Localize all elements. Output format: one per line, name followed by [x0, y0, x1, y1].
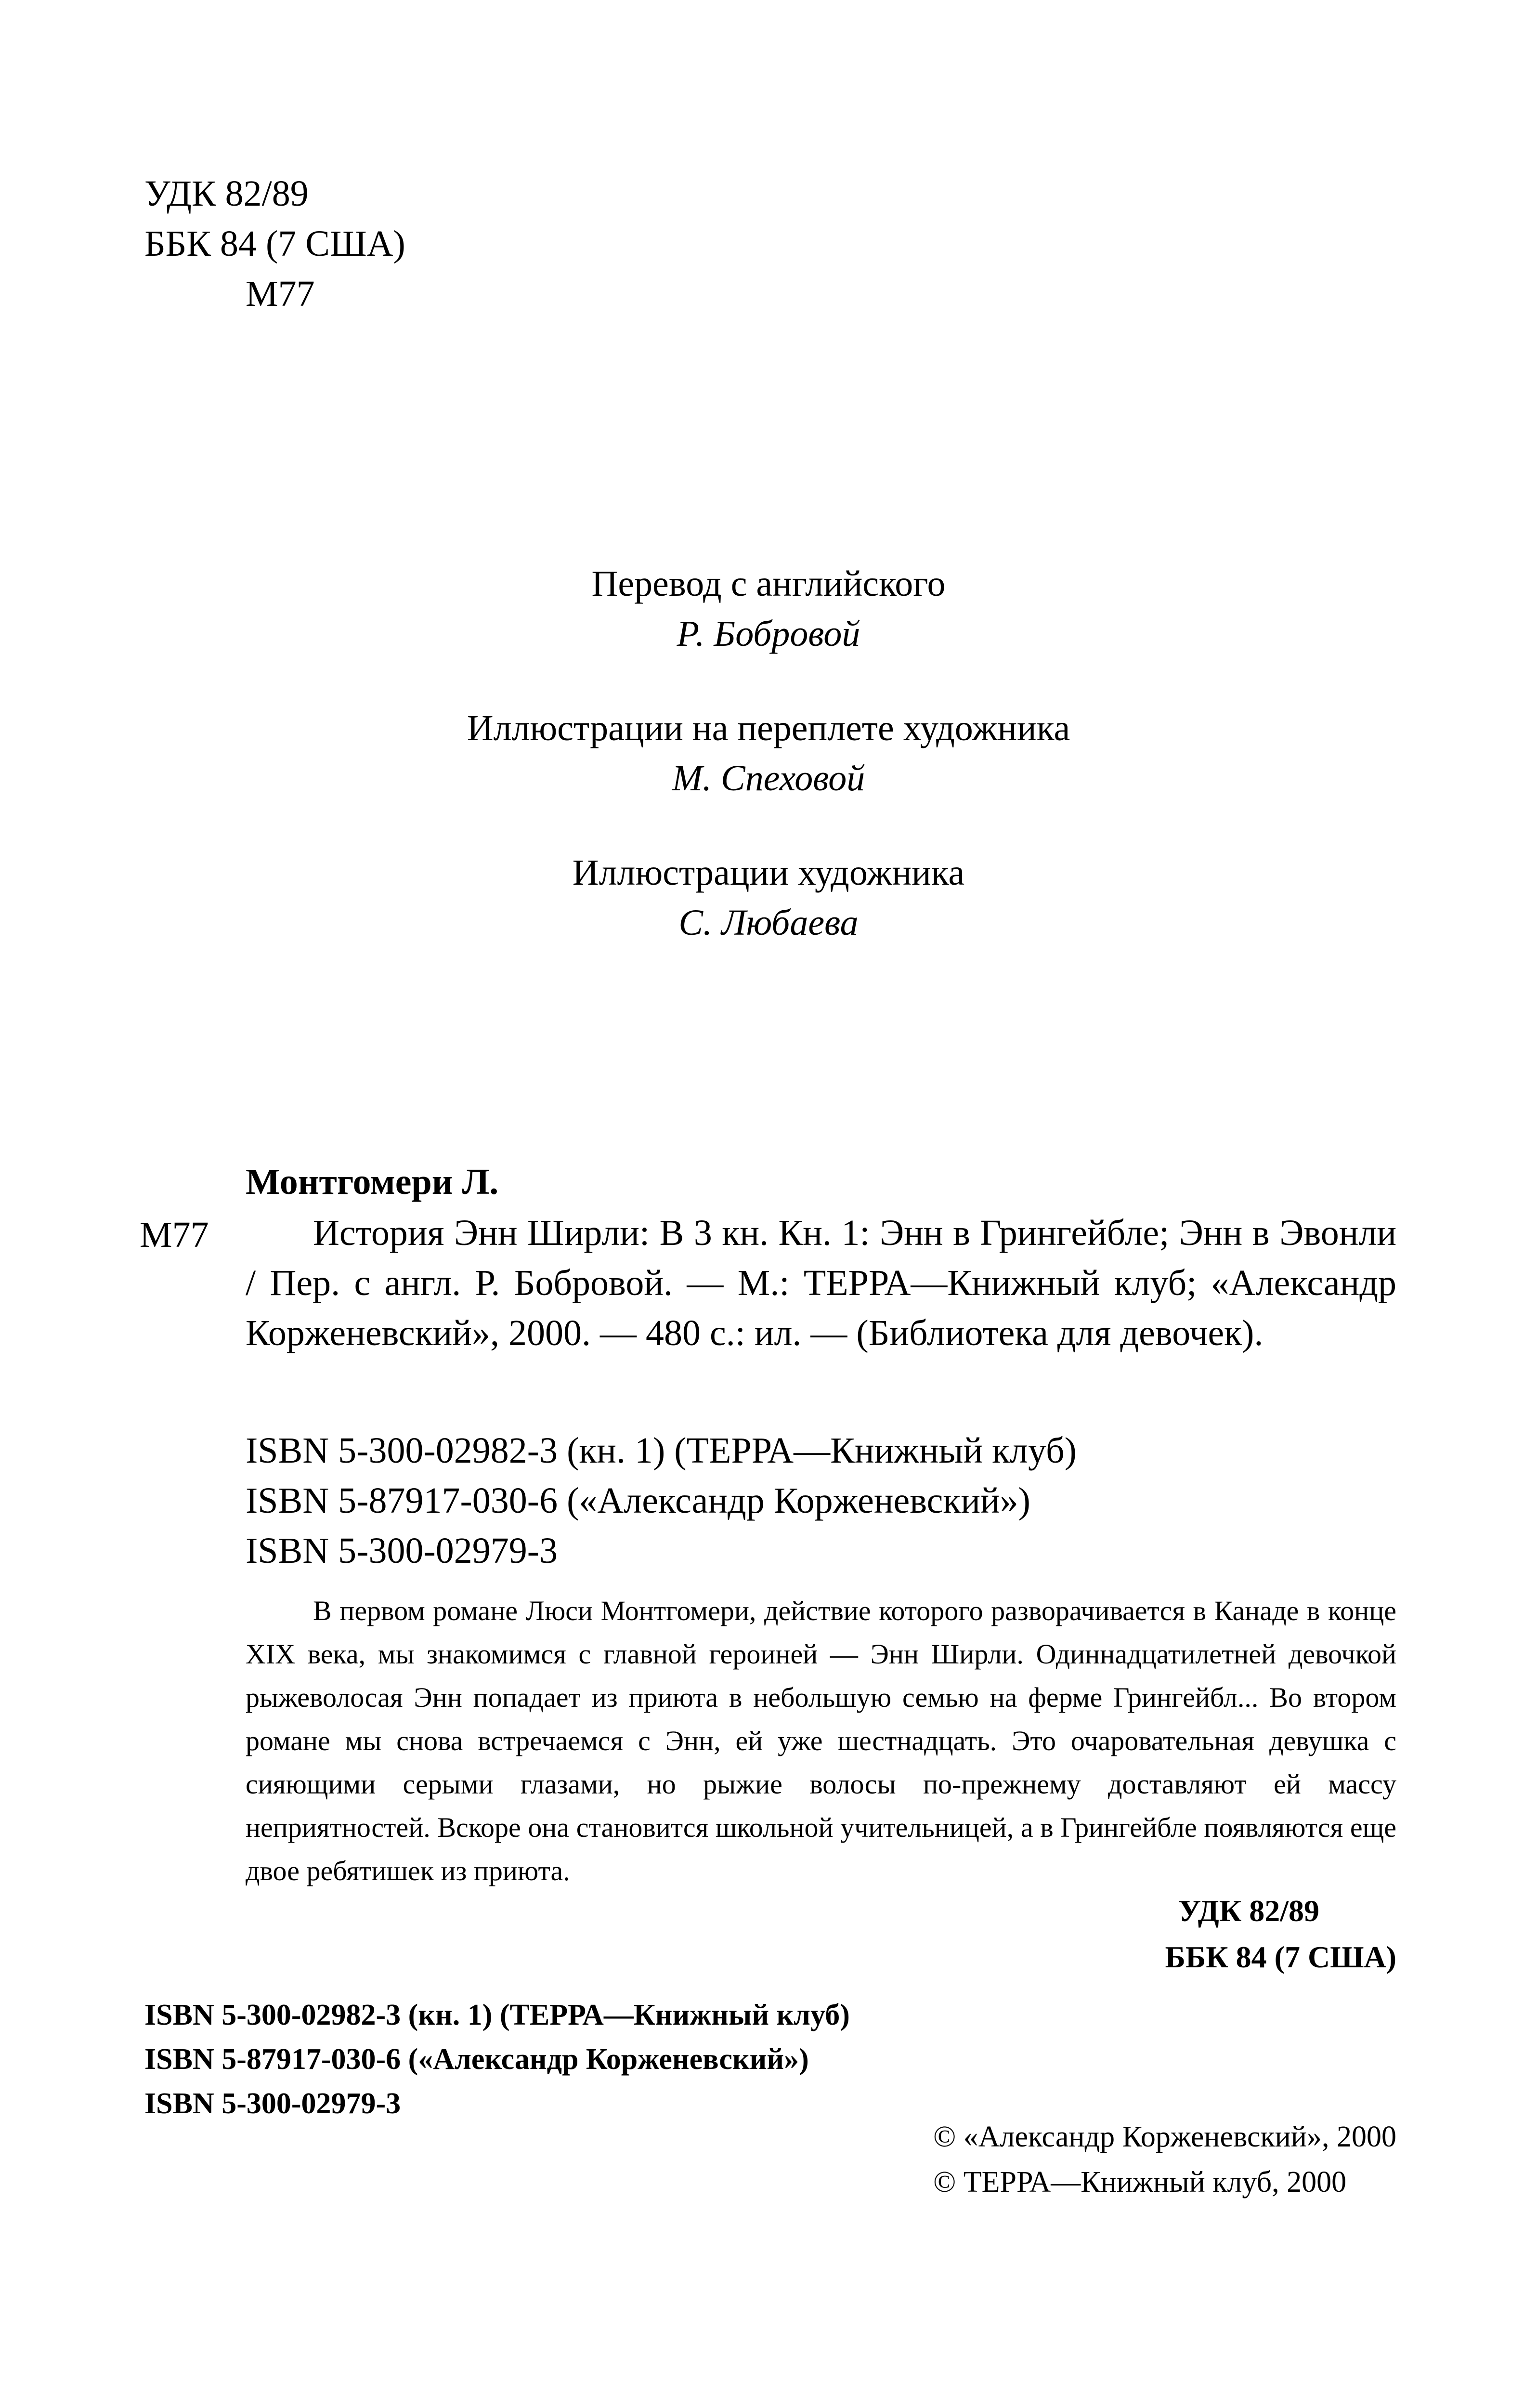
isbn-line: ISBN 5-300-02982-3 (кн. 1) (ТЕРРА—Книжный клуб)	[144, 1999, 850, 2031]
credit-cover-illustration	[0, 703, 1537, 803]
credit-person: Р. Бобровой	[677, 614, 860, 654]
isbn-line: ISBN 5-300-02979-3	[246, 1531, 558, 1571]
bottom-classification-codes	[1165, 1888, 1396, 1980]
annotation: В первом романе Люси Монтгомери, действие которого разворачивается в Канаде в конце XIX века, мы знакомимся с главной героиней — Энн Ширли. Одиннадцатилетней девочкой рыжеволосая Энн попадает из приюта в небольшую семью на ферме Грингейбл... Во втором романе мы снова встречаемся с Энн, ей уже шестнадцать. Это очаровательная девушка с сияющими серыми глазами, но рыжие волосы по-прежнему доставляют ей массу неприятностей. Вскоре она становится школьной учительницей, а в Грингейбле появляются еще двое ребятишек из приюта.	[246, 1595, 1396, 1886]
udk-code: УДК 82/89	[1178, 1894, 1319, 1928]
isbn-line: ISBN 5-87917-030-6 («Александр Корженевский»)	[144, 2043, 809, 2076]
credit-illustration	[0, 848, 1537, 948]
credit-translation	[0, 559, 1537, 659]
bibliographic-entry	[246, 1156, 1396, 1358]
isbn-line: ISBN 5-300-02979-3	[144, 2087, 401, 2120]
credit-person: С. Любаева	[678, 903, 859, 943]
bbk-code: ББК 84 (7 США)	[144, 223, 405, 264]
entry-author-mark: М77	[140, 1215, 209, 1255]
credit-role: Иллюстрации на переплете художника	[467, 708, 1070, 748]
copyright-notice	[933, 2114, 1396, 2205]
entry-author: Монтгомери Л.	[246, 1162, 499, 1202]
credits	[0, 559, 1537, 992]
isbn-line: ISBN 5-87917-030-6 («Александр Корженевский»)	[246, 1480, 1030, 1521]
credit-person: М. Спеховой	[672, 758, 865, 798]
udk-code: УДК 82/89	[144, 173, 309, 214]
copyright-line: © ТЕРРА—Книжный клуб, 2000	[933, 2166, 1347, 2199]
isbn-list-bold	[144, 1993, 850, 2126]
copyright-line: © «Александр Корженевский», 2000	[933, 2120, 1396, 2153]
isbn-line: ISBN 5-300-02982-3 (кн. 1) (ТЕРРА—Книжный клуб)	[246, 1430, 1077, 1471]
author-mark: М77	[246, 274, 315, 314]
credit-role: Иллюстрации художника	[572, 852, 965, 893]
top-classification-codes	[144, 169, 405, 319]
credit-role: Перевод с английского	[591, 563, 946, 604]
isbn-list	[246, 1426, 1077, 1576]
bbk-code: ББК 84 (7 США)	[1165, 1940, 1396, 1974]
entry-description: История Энн Ширли: В 3 кн. Кн. 1: Энн в Грингейбле; Энн в Эвонли / Пер. с англ. Р. Бобровой. — М.: ТЕРРА—Книжный клуб; «Александр Корженевский», 2000. — 480 с.: ил. — (Библиотека для девочек).	[246, 1213, 1396, 1353]
